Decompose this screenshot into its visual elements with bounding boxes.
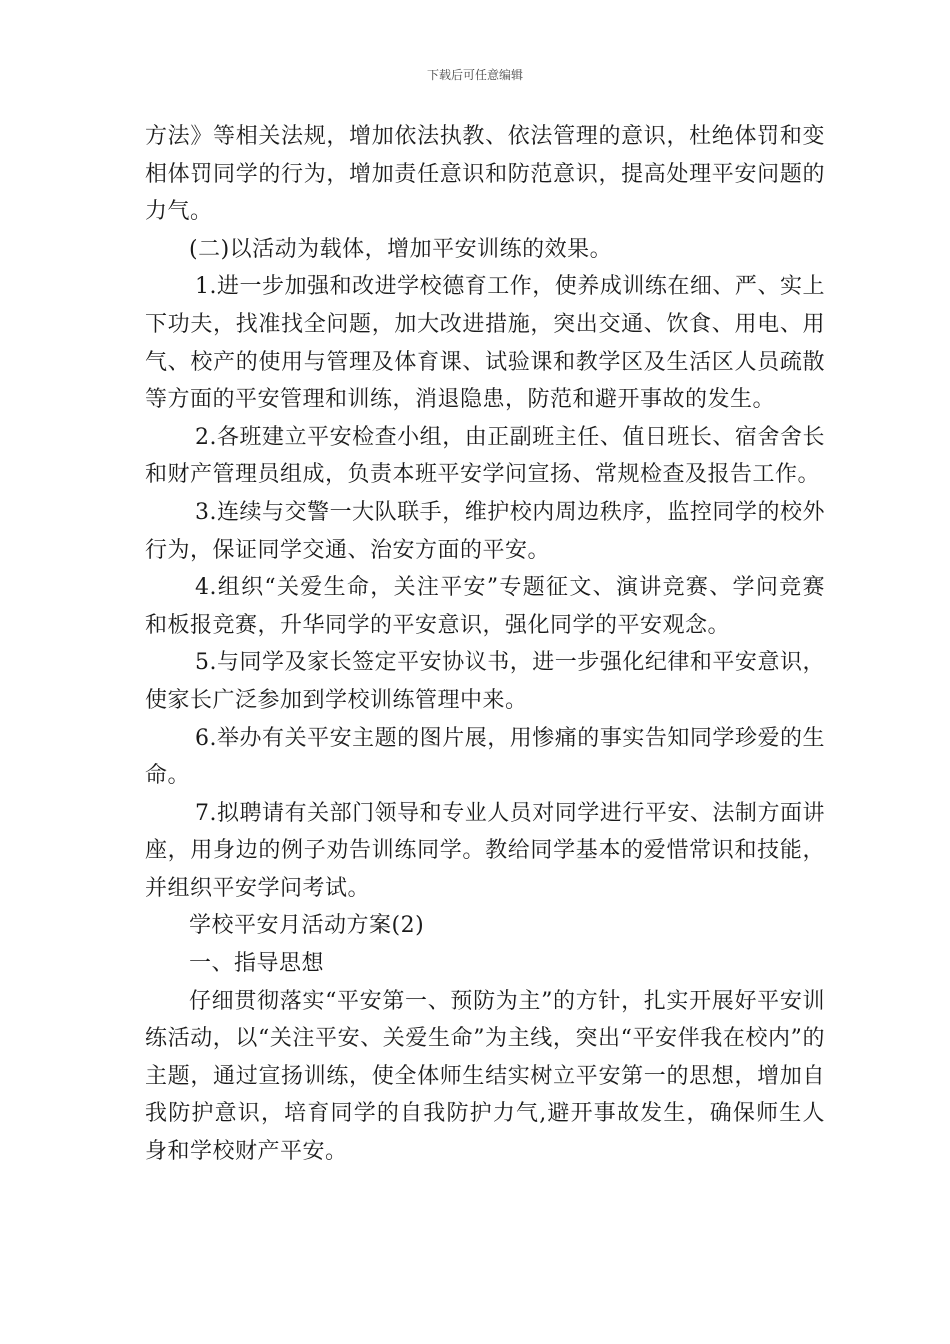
paragraph-intro: 方法》等相关法规，增加依法执教、依法管理的意识，杜绝体罚和变相体罚同学的行为，增加责任意识和防范意识，提高处理平安问题的力气。 [145,124,825,225]
list-item-1: 1.进一步加强和改进学校德育工作，使养成训练在细、严、实上下功夫，找准找全问题，加大改进措施，突出交通、饮食、用电、用气、校产的使用与管理及体育课、试验课和教学区及生活区人员疏散等方面的平安管理和训练，消退隐患，防范和避开事故的发生。 [145,274,825,413]
list-item-2: 2.各班建立平安检查小组，由正副班主任、值日班长、宿舍舍长和财产管理员组成，负责本班平安学问宣扬、常规检查及报告工作。 [145,424,825,488]
list-item-6: 6.举办有关平安主题的图片展，用惨痛的事实告知同学珍爱的生命。 [145,725,825,789]
list-item-7: 7.拟聘请有关部门领导和专业人员对同学进行平安、法制方面讲座，用身边的例子劝告训练同学。教给同学基本的爱惜常识和技能，并组织平安学问考试。 [145,800,825,901]
document-subtitle: 学校平安月活动方案(2) [189,913,425,939]
header-note: 下载后可任意编辑 [426,68,523,82]
section-heading: (二)以活动为载体，增加平安训练的效果。 [189,236,613,262]
paragraph-guiding-thought: 仔细贯彻落实“平安第一、预防为主”的方针，扎实开展好平安训练活动，以“关注平安、关爱生命”为主线，突出“平安伴我在校内”的主题，通过宣扬训练，使全体师生结实树立平安第一的思想，增加自我防护意识，培育同学的自我防护力气,避开事故发生，确保师生人身和学校财产平安。 [145,988,825,1165]
section-heading-guiding-thought: 一、指导思想 [189,951,325,977]
list-item-5: 5.与同学及家长签定平安协议书，进一步强化纪律和平安意识，使家长广泛参加到学校训练管理中来。 [145,650,825,713]
list-item-3: 3.连续与交警一大队联手，维护校内周边秩序，监控同学的校外行为，保证同学交通、治安方面的平安。 [145,499,825,563]
document-body [145,118,825,1171]
list-item-4: 4.组织“关爱生命，关注平安”专题征文、演讲竞赛、学问竞赛和板报竞赛，升华同学的平安意识，强化同学的平安观念。 [145,575,825,638]
